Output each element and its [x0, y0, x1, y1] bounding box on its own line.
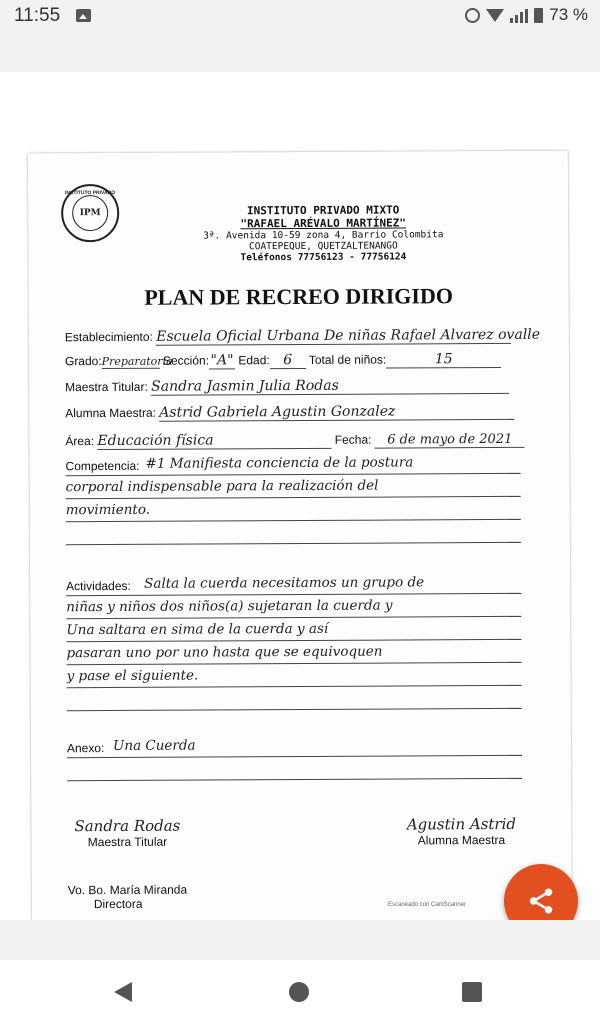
grado-row — [65, 351, 501, 370]
alumna-maestra-sig: Agustin Astrid — [406, 814, 517, 834]
battery-icon — [534, 8, 543, 23]
fecha-label: Fecha: — [334, 432, 372, 447]
maestra-titular-label: Maestra Titular: — [65, 379, 148, 395]
competencia-lines — [65, 451, 520, 545]
anexo-blank-line — [67, 756, 522, 781]
wifi-icon — [486, 9, 504, 22]
competencia-line: #1 Manifiesta conciencia de la postura — [65, 451, 520, 476]
recents-icon[interactable] — [462, 982, 482, 1002]
alumna-maestra-label: Alumna Maestra: — [65, 405, 156, 421]
maestra-titular-sig: Sandra Rodas — [74, 816, 181, 836]
anexo-value: Una Cuerda — [67, 733, 522, 758]
actividades-line: y pase el siguiente. — [67, 663, 522, 688]
school-name: "RAFAEL ARÉVALO MARTÍNEZ" — [240, 216, 407, 231]
document-header — [178, 203, 468, 264]
image-viewer[interactable] — [0, 72, 600, 920]
establecimiento-row — [64, 326, 541, 346]
institute-seal — [61, 184, 119, 242]
seal-text: INSTITUTO PRIVADO — [65, 189, 116, 197]
actividades-line: Una saltara en sima de la cuerda y así — [66, 617, 521, 642]
grado-label: Grado: — [64, 354, 102, 369]
alumna-maestra-value: Astrid Gabriela Agustin Gonzalez — [159, 403, 514, 422]
viewer-bottom-band — [0, 920, 600, 960]
alumna-maestra-row — [65, 403, 514, 422]
edad-label: Edad: — [238, 353, 270, 368]
battery-percentage: 73 % — [549, 5, 588, 24]
actividades-lines — [66, 571, 522, 711]
seccion-label: Sección: — [162, 353, 210, 368]
camscanner-watermark: Escaneado con CamScanner — [388, 902, 467, 908]
scanned-document — [28, 151, 572, 969]
alarm-icon — [465, 8, 480, 23]
maestra-titular-role: Maestra Titular — [87, 834, 168, 850]
school-city: COATEPEQUE, QUETZALTENANGO — [248, 240, 398, 253]
area-label: Área: — [65, 434, 95, 449]
actividades-line: Salta la cuerda necesitamos un grupo de — [66, 571, 521, 596]
seal-center: IPM — [72, 195, 108, 231]
maestra-titular-signature — [67, 817, 187, 850]
actividades-line: pasaran uno por uno hasta que se equivoquen — [66, 640, 521, 665]
area-fecha-row — [65, 431, 524, 450]
status-bar — [0, 0, 600, 32]
anexo-lines — [67, 733, 522, 781]
back-icon[interactable] — [114, 982, 132, 1002]
fecha-value: 6 de mayo de 2021 — [375, 432, 525, 449]
actividades-label: Actividades: — [66, 578, 131, 594]
edad-value: 6 — [270, 352, 306, 369]
establecimiento-value: Escuela Oficial Urbana De niñas Rafael Alvarez ovalle — [156, 326, 541, 345]
alumna-maestra-role: Alumna Maestra — [417, 832, 506, 848]
competencia-line — [66, 520, 521, 545]
area-value: Educación física — [97, 432, 331, 450]
navigation-bar — [0, 960, 600, 1024]
actividades-line — [67, 686, 522, 711]
signal-icon — [510, 8, 528, 23]
school-address: 3ª. Avenida 10-59 zona 4, Barrio Colombita — [203, 229, 444, 242]
maestra-titular-row — [65, 377, 509, 396]
vobo-block — [68, 883, 188, 912]
school-phones: Teléfonos 77756123 - 77756124 — [240, 251, 407, 264]
total-label: Total de niños: — [308, 352, 387, 367]
gallery-icon — [76, 9, 91, 22]
total-value: 15 — [386, 351, 501, 369]
home-icon[interactable] — [289, 982, 309, 1002]
vobo-line: Vo. Bo. María Miranda — [67, 882, 188, 898]
alumna-maestra-signature — [401, 815, 521, 848]
document-title: PLAN DE RECREO DIRIGIDO — [144, 283, 454, 310]
share-icon — [526, 886, 556, 916]
school-type: INSTITUTO PRIVADO MIXTO — [246, 203, 400, 218]
competencia-line: movimiento. — [66, 497, 521, 522]
directora-line: Directora — [93, 896, 143, 912]
seccion-value: "A" — [210, 352, 234, 369]
competencia-line: corporal indispensable para la realización del — [66, 474, 521, 499]
viewer-top-band — [0, 32, 600, 72]
actividades-line: niñas y niños dos niños(a) sujetaran la cuerda y — [66, 594, 521, 619]
competencia-label: Competencia: — [65, 458, 140, 474]
establecimiento-label: Establecimiento: — [64, 329, 153, 345]
status-icons — [465, 5, 588, 25]
maestra-titular-value: Sandra Jasmin Julia Rodas — [151, 377, 509, 396]
anexo-label: Anexo: — [66, 741, 105, 756]
grado-value: Preparatoria — [101, 354, 173, 369]
clock: 11:55 — [14, 5, 61, 26]
